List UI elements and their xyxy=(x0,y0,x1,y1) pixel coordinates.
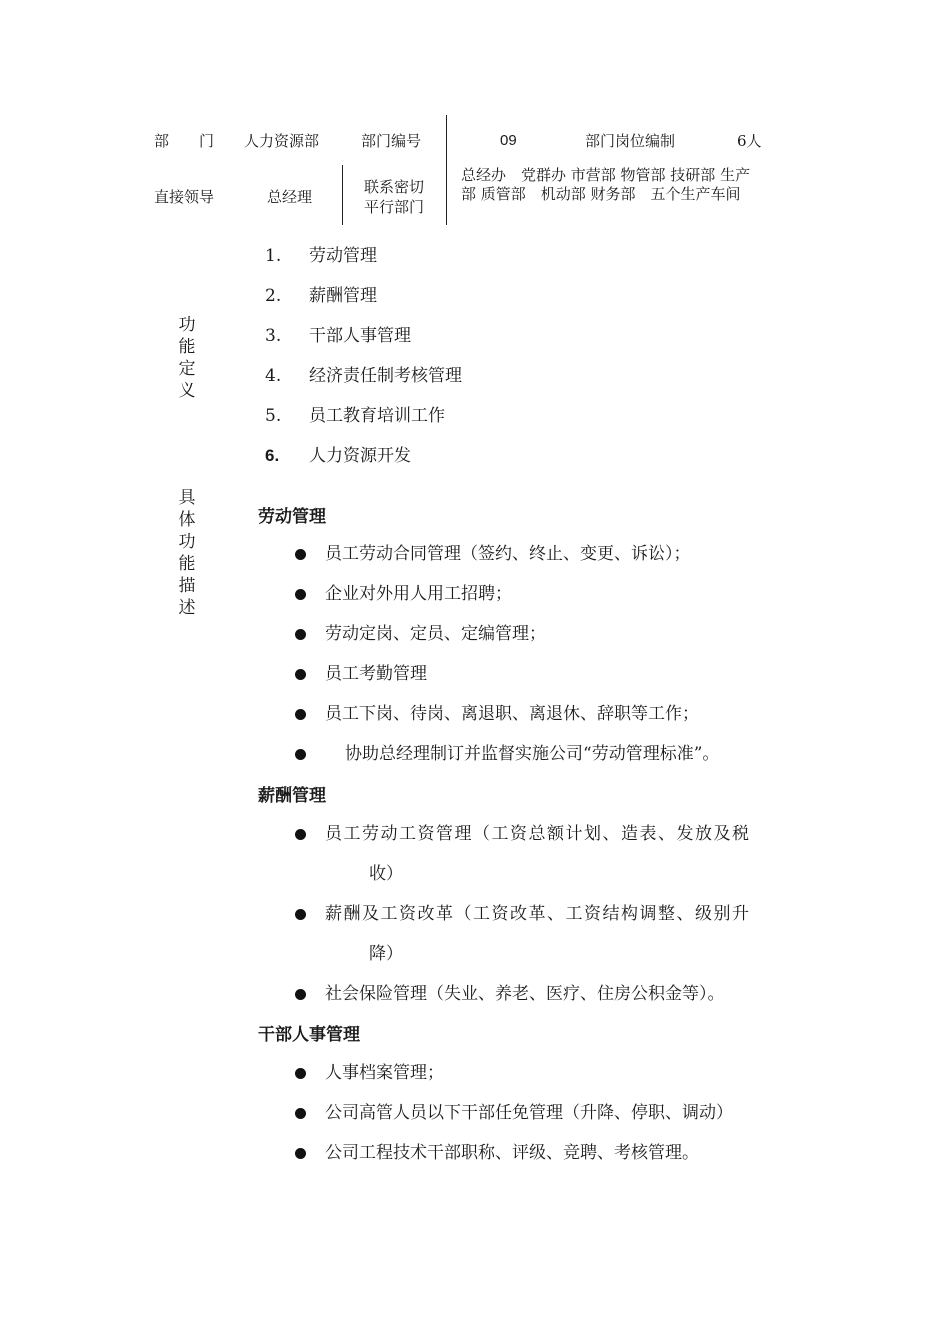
related-value-2: 部 质管部 机动部 财务部 五个生产车间 xyxy=(461,185,741,203)
bullet-dot-icon xyxy=(295,629,306,640)
function-definition-label: 功 能 定 义 xyxy=(178,315,196,401)
bullet-dot-icon xyxy=(295,1148,306,1159)
bullet-dot-icon xyxy=(295,749,306,760)
bullet-dot-icon xyxy=(295,669,306,680)
code-value: 09 xyxy=(500,132,517,149)
bullet-dot-icon xyxy=(295,589,306,600)
related-value-1: 总经办 党群办 市营部 物管部 技研部 生产 xyxy=(461,166,751,184)
function-description-label: 具 体 功 能 描 述 xyxy=(178,488,196,618)
bullet-dot-icon xyxy=(295,989,306,1000)
bullet-dot-icon xyxy=(295,709,306,720)
code-label: 部门编号 xyxy=(361,132,422,150)
section-title-labor: 劳动管理 xyxy=(258,507,326,527)
bullet-dot-icon xyxy=(295,829,306,840)
bullet-dot-icon xyxy=(295,1108,306,1119)
dept-value: 人力资源部 xyxy=(244,132,320,150)
list-item: 6. 人力资源开发 xyxy=(265,446,411,466)
header-divider-right xyxy=(446,115,447,225)
related-label-1: 联系密切 xyxy=(364,178,425,196)
list-item: 3. 干部人事管理 xyxy=(265,326,411,346)
list-item: 2. 薪酬管理 xyxy=(265,286,377,306)
list-item: 4. 经济责任制考核管理 xyxy=(265,366,462,386)
related-label-2: 平行部门 xyxy=(364,198,425,216)
dept-label: 部 门 xyxy=(154,132,215,150)
header-divider-left xyxy=(342,165,343,225)
leader-value: 总经理 xyxy=(267,188,313,206)
bullet-dot-icon xyxy=(295,549,306,560)
list-item: 5. 员工教育培训工作 xyxy=(265,406,445,426)
list-item: 1. 劳动管理 xyxy=(265,246,377,266)
staff-value: 6人 xyxy=(737,132,762,150)
section-title-cadre: 干部人事管理 xyxy=(258,1025,360,1045)
staff-label: 部门岗位编制 xyxy=(585,132,676,150)
bullet-dot-icon xyxy=(295,1068,306,1079)
bullet-dot-icon xyxy=(295,909,306,920)
leader-label: 直接领导 xyxy=(154,188,215,206)
section-title-salary: 薪酬管理 xyxy=(258,786,326,806)
